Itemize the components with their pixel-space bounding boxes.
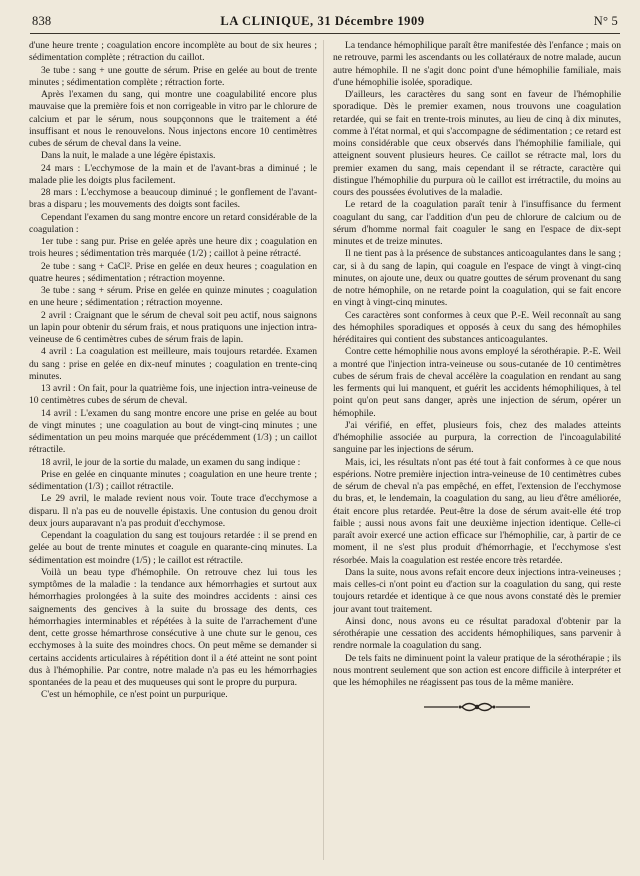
paragraph: D'ailleurs, les caractères du sang sont en faveur de l'hémophilie sporadique. Dès le premier examen, nous trouvons une coagulation retardée, qui se fait en trente-trois minutes, au lieu de cinq à dix minutes, comme à l'état normal, et qui s'accompagne de sédimentation ; ce retard est moins considérable que ceux observés dans l'hémophilie familiale, qui atteignent souvent plusieurs heures. Ce caillot se rétracte mal, lors du premier examen du sang, mais cependant il se rétracte, caractère qui distingue l'hémophilie du purpura où le caillot est irrétractile, du moins au cours des poussées évolutives de la maladie.: [333, 89, 621, 198]
paragraph: Voilà un beau type d'hémophile. On retrouve chez lui tous les symptômes de la maladie : la tendance aux hémorrhagies et surtout aux hémorrhagies prolongées à la suite des moindres accidents : ainsi ces saignements des gencives à la suite du brossage des dents, ces hémorrhagies interminables et répétées à la suite de l'arrachement d'une dent, cette grosse hémarthrose consécutive à une chute sur le genou, ces ecchymoses à la suite des moindres chocs. On peut même se demander si certains accidents articulaires à répétition dont il a été atteint ne sont point dus à l'hémophilie. Par contre, notre malade n'a pas eu les hémorrhagies spontanées de la peau et des muqueuses qui sont le propre du purpura.: [29, 566, 317, 688]
left-column: [29, 40, 317, 868]
paragraph: 2e tube : sang + CaCl². Prise en gelée en deux heures ; coagulation en quatre heures ; sédimentation ; rétraction moyenne.: [29, 260, 317, 284]
paragraph: 1er tube : sang pur. Prise en gelée après une heure dix ; coagulation en trois heures ; sédimentation très marquée (1/2) ; caillot à peine rétracté.: [29, 236, 317, 260]
paragraph: Cependant la coagulation du sang est toujours retardée : il se prend en gelée au bout de trente minutes et coagule en quarante-cinq minutes. La sédimentation est moindre (1/5) ; le caillot est rétractile.: [29, 530, 317, 566]
column-gutter: [323, 40, 324, 860]
paragraph: 24 mars : L'ecchymose de la main et de l'avant-bras a diminué ; le malade plie les doigts plus facilement.: [29, 162, 317, 186]
paragraph: d'une heure trente ; coagulation encore incomplète au bout de six heures ; sédimentation complète ; rétraction du caillot.: [29, 40, 317, 64]
paragraph: Ces caractères sont conformes à ceux que P.-E. Weil reconnaît au sang des hémophiles sporadiques et opposés à ceux du sang des hémophiles héréditaires qui contient des substances anticoagulantes.: [333, 309, 621, 345]
paragraph: Il ne tient pas à la présence de substances anticoagulantes dans le sang ; car, si à du sang de lapin, qui coagule en l'espace de vingt à vingt-cinq minutes, on ajoute une, deux ou quatre gouttes de sérum provenant du sang de notre hémophile, on ne retarde point la coagulation, qui se fait encore en vingt à vingt-cinq minutes.: [333, 248, 621, 309]
paragraph: 13 avril : On fait, pour la quatrième fois, une injection intra-veineuse de 10 centimètres cubes de sérum de cheval.: [29, 383, 317, 407]
paragraph: J'ai vérifié, en effet, plusieurs fois, chez des malades atteints d'hémophilie associée au purpura, la correction de l'incoagulabilité sanguine par les injections de sérum.: [333, 419, 621, 456]
paragraph: Cependant l'examen du sang montre encore un retard considérable de la coagulation :: [29, 211, 317, 235]
running-header: [32, 14, 618, 32]
paragraph: Contre cette hémophilie nous avons employé la sérothérapie. P.-E. Weil a montré que l'injection intra-veineuse ou sous-cutanée de 10 centimètres cubes de sérum frais de cheval accélère la coagulation en rendant au sang les ferments qui lui manquent, et guérit les accidents hémophiliques, à tel point qu'on peut sans danger, après une injection de sérum, opérer un hémophile.: [333, 346, 621, 419]
paragraph: 28 mars : L'ecchymose a beaucoup diminué ; le gonflement de l'avant-bras a disparu ; les mouvements des doigts sont faciles.: [29, 187, 317, 211]
journal-title-date: LA CLINIQUE, 31 Décembre 1909: [220, 14, 425, 28]
section-end-ornament: [333, 699, 621, 713]
paragraph: Prise en gelée en cinquante minutes ; coagulation en une heure trente ; sédimentation (1/3) ; caillot rétractile.: [29, 468, 317, 492]
paragraph: 14 avril : L'examen du sang montre encore une prise en gelée au bout de vingt minutes ; une coagulation au bout de vingt-cinq minutes ; une sédimentation un peu moins marquée que précédemment (1/3) ; un caillot rétractile.: [29, 407, 317, 456]
paragraph: 3e tube : sang + une goutte de sérum. Prise en gelée au bout de trente minutes ; sédimentation complète ; rétraction forte.: [29, 64, 317, 88]
paragraph: 2 avril : Craignant que le sérum de cheval soit peu actif, nous saignons un lapin pour obtenir du sérum frais, et nous pratiquons une injection intra-veineuse de 6 centimètres cubes de sérum frais de lapin.: [29, 309, 317, 345]
paragraph: Le 29 avril, le malade revient nous voir. Toute trace d'ecchymose a disparu. Il n'a pas eu de nouvelle épistaxis. Une contusion du genou droit deux jours auparavant n'a pas produit d'ecchymose.: [29, 493, 317, 529]
paragraph: Après l'examen du sang, qui montre une coagulabilité encore plus mauvaise que la première fois et non corrigeable in vitro par le chlorure de calcium et par le sérum, nous soupçonnons que le traitement a été insuffisant et nous le renouvelons. Nous injectons encore 10 centimètres cubes de sérum de cheval dans la veine.: [29, 89, 317, 149]
paragraph: Ainsi donc, nous avons eu ce résultat paradoxal d'obtenir par la sérothérapie une cessation des accidents hémophiliques, sans parvenir à rendre normale la coagulation du sang.: [333, 615, 621, 652]
paragraph: Dans la nuit, le malade a une légère épistaxis.: [41, 150, 216, 162]
page-number: 838: [32, 14, 52, 28]
paragraph: 3e tube : sang + sérum. Prise en gelée en quinze minutes ; coagulation en une heure ; sédimentation ; rétraction moyenne.: [29, 285, 317, 309]
fleuron-ornament-icon: [422, 700, 532, 714]
paragraph: Le retard de la coagulation paraît tenir à l'insuffisance du ferment coagulant du sang, car l'addition d'un peu de chlorure de calcium ou de sérum d'homme normal fait coaguler le sang en l'espace de dix-sept minutes et de treize minutes.: [333, 199, 621, 247]
paragraph: Dans la suite, nous avons refait encore deux injections intra-veineuses ; mais celles-ci n'ont point eu d'action sur la coagulation du sang, qui reste toujours retardée et identique à ce que nous avons constaté dès le premier jour avant tout traitement.: [333, 566, 621, 615]
paragraph: C'est un hémophile, ce n'est point un purpurique.: [41, 689, 228, 701]
paragraph: 18 avril, le jour de la sortie du malade, un examen du sang indique :: [41, 456, 301, 468]
paragraph: De tels faits ne diminuent point la valeur pratique de la sérothérapie ; ils nous montrent seulement que son action est encore difficile à interpréter et que les hémophiles ne réagissent pas tous de la même manière.: [333, 652, 621, 688]
right-column: [333, 40, 621, 868]
paragraph: Mais, ici, les résultats n'ont pas été tout à fait conformes à ce que nous espérions. Notre première injection intra-veineuse de 10 centimètres cubes de sérum de cheval n'a pas empêché, en effet, l'extension de l'ecchymose du bras, et, le lendemain, la coagulation du sang, au lieu d'être améliorée, était encore plus retardée. Peut-être la dose de sérum avait-elle été trop faible ; aussi nous avons fait une deuxième injection identique. Celle-ci paraît avoir exercé une action efficace sur l'hémophilie, car, à partir de ce moment, il ne s'est plus produit d'hémorrhagie, et l'ecchymose s'est résorbée. Mais la coagulation est restée encore très retardée.: [333, 456, 621, 566]
paragraph: La tendance hémophilique paraît être manifestée dès l'enfance ; mais on ne retrouve, parmi les ascendants ou les collatéraux de notre malade, aucun autre hémophile. Il ne s'agit donc point d'une hémophilie familiale, mais d'une hémophilie isolée, sporadique.: [333, 40, 621, 88]
issue-number: N° 5: [593, 14, 618, 28]
header-rule: [30, 33, 620, 34]
paragraph: 4 avril : La coagulation est meilleure, mais toujours retardée. Examen du sang : prise en gelée en dix-neuf minutes ; coagulation en trente-cinq minutes.: [29, 346, 317, 382]
